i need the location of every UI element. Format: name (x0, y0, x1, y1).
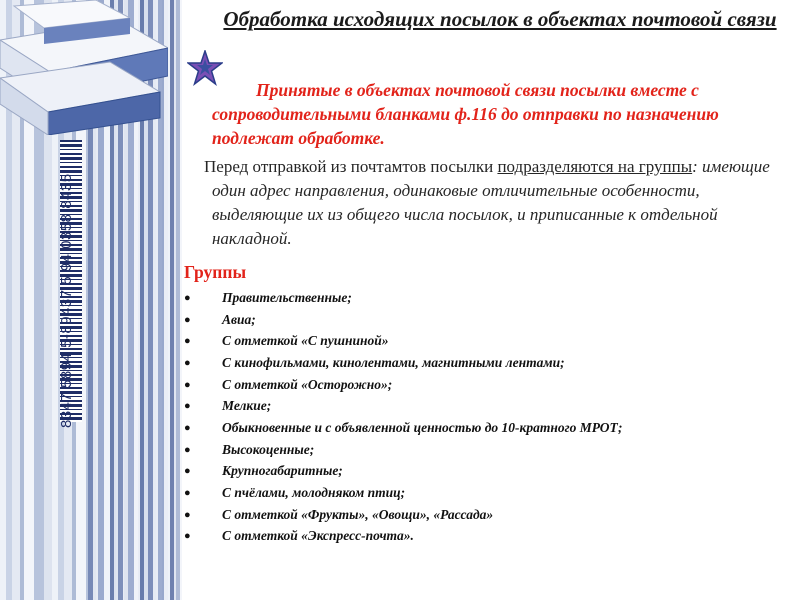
list-item: ● Мелкие; (184, 398, 272, 414)
bullet-icon: ● (184, 378, 191, 391)
bullet-icon: ● (184, 465, 191, 478)
intro-paragraph: Принятые в объектах почтовой связи посылки вместе с сопроводительными бланками ф.116 до отправки по назначению подлежат обработке. (212, 80, 719, 148)
list-item: ● Правительственные; (184, 289, 352, 305)
barcode-number: 8347 5894 5-89437 5 94 0358 8435 (58, 173, 75, 428)
groups-list (184, 287, 784, 547)
grouping-paragraph (204, 155, 787, 251)
parcel-boxes-image (0, 0, 168, 135)
list-item: ● Обыкновенные и с объявленной ценностью до 10-кратного МРОТ; (184, 419, 623, 435)
bullet-icon: ● (184, 291, 191, 304)
list-item: ● С отметкой «С пушниной» (184, 333, 389, 349)
bullet-icon: ● (184, 313, 191, 326)
bullet-icon: ● (184, 508, 191, 521)
list-item: ● Высокоценные; (184, 441, 315, 457)
list-item: ● С пчёлами, молодняком птиц; (184, 485, 406, 501)
list-item: ● С отметкой «Осторожно»; (184, 376, 393, 392)
list-item: ● Крупногабаритные; (184, 463, 343, 479)
list-item: ● С отметкой «Фрукты», «Овощи», «Рассада» (184, 506, 494, 522)
bullet-icon: ● (184, 530, 191, 543)
list-item: ● Авиа; (184, 311, 256, 327)
page-title: Обработка исходящих посылок в объектах почтовой связи (223, 7, 777, 31)
bullet-icon: ● (184, 400, 191, 413)
bullet-icon: ● (184, 443, 191, 456)
grouping-underlined: подразделяются на группы (497, 157, 693, 176)
list-item: ● С отметкой «Экспресс-почта». (184, 528, 414, 544)
bullet-icon: ● (184, 487, 191, 500)
bullet-icon: ● (184, 335, 191, 348)
bullet-icon: ● (184, 356, 191, 369)
bullet-icon: ● (184, 421, 191, 434)
grouping-lead: Перед отправкой из почтамтов посылки (204, 157, 498, 176)
list-item: ● С кинофильмами, кинолентами, магнитными лентами; (184, 354, 565, 370)
grouping-rest: : имеющие один адрес направления, одинаковые отличительные особенности, выделяющие их из общего числа посылок, и приписанные к отдельной накладной. (212, 157, 770, 248)
groups-heading: Группы (184, 262, 247, 282)
